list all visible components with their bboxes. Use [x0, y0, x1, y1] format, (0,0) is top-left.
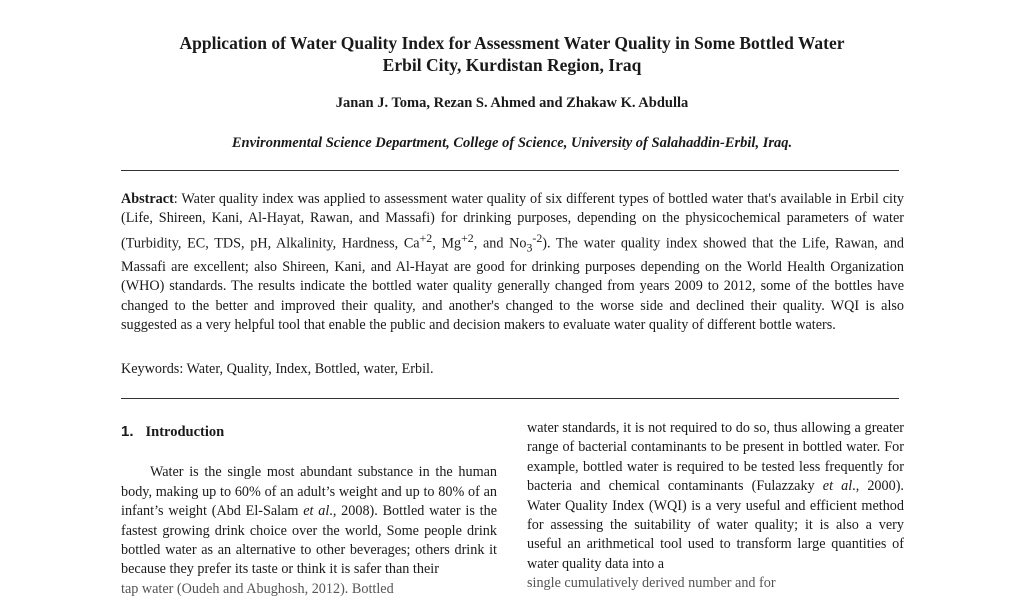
intro-left-etal: et al — [303, 503, 330, 520]
intro-paragraph-right — [527, 419, 904, 574]
no-superscript: -2 — [532, 230, 543, 245]
intro-paragraph-left — [121, 463, 497, 579]
intro-right-text-b: ., 2000). Water Quality Index (WQI) is a very useful and efficient method for assessing the suitability of water quality; it is also a very useful an arithmetical tool used to transform large quantities of water quality data into a — [527, 478, 904, 572]
ca-superscript: +2 — [419, 230, 433, 245]
divider-bottom — [121, 398, 899, 399]
abstract-text-b: , Mg — [432, 235, 462, 252]
section-title: Introduction — [145, 424, 225, 440]
intro-left-cut-line: tap water (Oudeh and Abughosh, 2012). Bottled — [121, 580, 394, 597]
abstract-text-a: : Water quality index was applied to assessment water quality of six different types of bottled water that's available in Erbil city (Life, Shireen, Kani, Al-Hayat, Rawan, and Massafi) for drinking purposes, depending on the physicochemical parameters of water (Turbidity, EC, TDS, pH, Alkalinity, Hardness, Ca — [121, 191, 904, 252]
mg-superscript: +2 — [461, 230, 474, 245]
intro-right-etal: et al — [822, 478, 853, 495]
intro-left-text-a: Water is the single most abundant substance in the human body, making up to 60% of an adult’s weight and up to 80% of an infant’s weight (Abd El-Salam — [121, 464, 497, 520]
paper-title — [110, 32, 914, 76]
abstract-text-d: ). The water quality index showed that the Life, Rawan, and Massafi are excellent; also Shireen, Kani, and Al-Hayat are good for drinking purposes depending on the World Health Organization (WHO) standards. The results indicate the bottled water quality generally changed from years 2009 to 2012, some of the bottles have changed to the better and improved their quality, and another's changed to the worse side and declined their quality. WQI is also suggested as a very helpful tool that enable the public and decision makers to evaluate water quality of different bottle waters. — [121, 235, 905, 333]
abstract-block — [121, 190, 904, 335]
intro-right-cut-line: single cumulatively derived number and for — [527, 575, 776, 592]
intro-left-text-b: ., 2008). Bottled water is the fastest growing drink choice over the world, Some people drink bottled water as an alternative to other beverages; others drink it because they prefer its taste or think it is safer than their — [121, 503, 497, 578]
column-left — [121, 422, 497, 599]
no-subscript: 3 — [526, 240, 533, 255]
abstract-label: Abstract — [121, 191, 174, 207]
title-line-2: Erbil City, Kurdistan Region, Iraq — [382, 55, 642, 75]
affiliation: Environmental Science Department, College of Science, University of Salahaddin-Erbil, Iraq. — [231, 135, 793, 151]
column-right — [527, 419, 904, 594]
author-list: Janan J. Toma, Rezan S. Ahmed and Zhakaw K. Abdulla — [335, 95, 689, 111]
keywords-line: Keywords: Water, Quality, Index, Bottled, water, Erbil. — [121, 361, 434, 377]
abstract-text-c: , and No — [473, 235, 527, 252]
section-heading — [121, 422, 497, 442]
title-line-1: Application of Water Quality Index for Assessment Water Quality in Some Bottled Water — [179, 33, 845, 53]
section-number: 1. — [121, 423, 134, 440]
divider-top — [121, 170, 899, 171]
intro-right-text-a: water standards, it is not required to do so, thus allowing a greater range of bacterial contaminants to be present in bottled water. For example, bottled water is required to be tested less frequently for bacteria and chemical contaminants (Fulazzaky — [527, 420, 904, 495]
